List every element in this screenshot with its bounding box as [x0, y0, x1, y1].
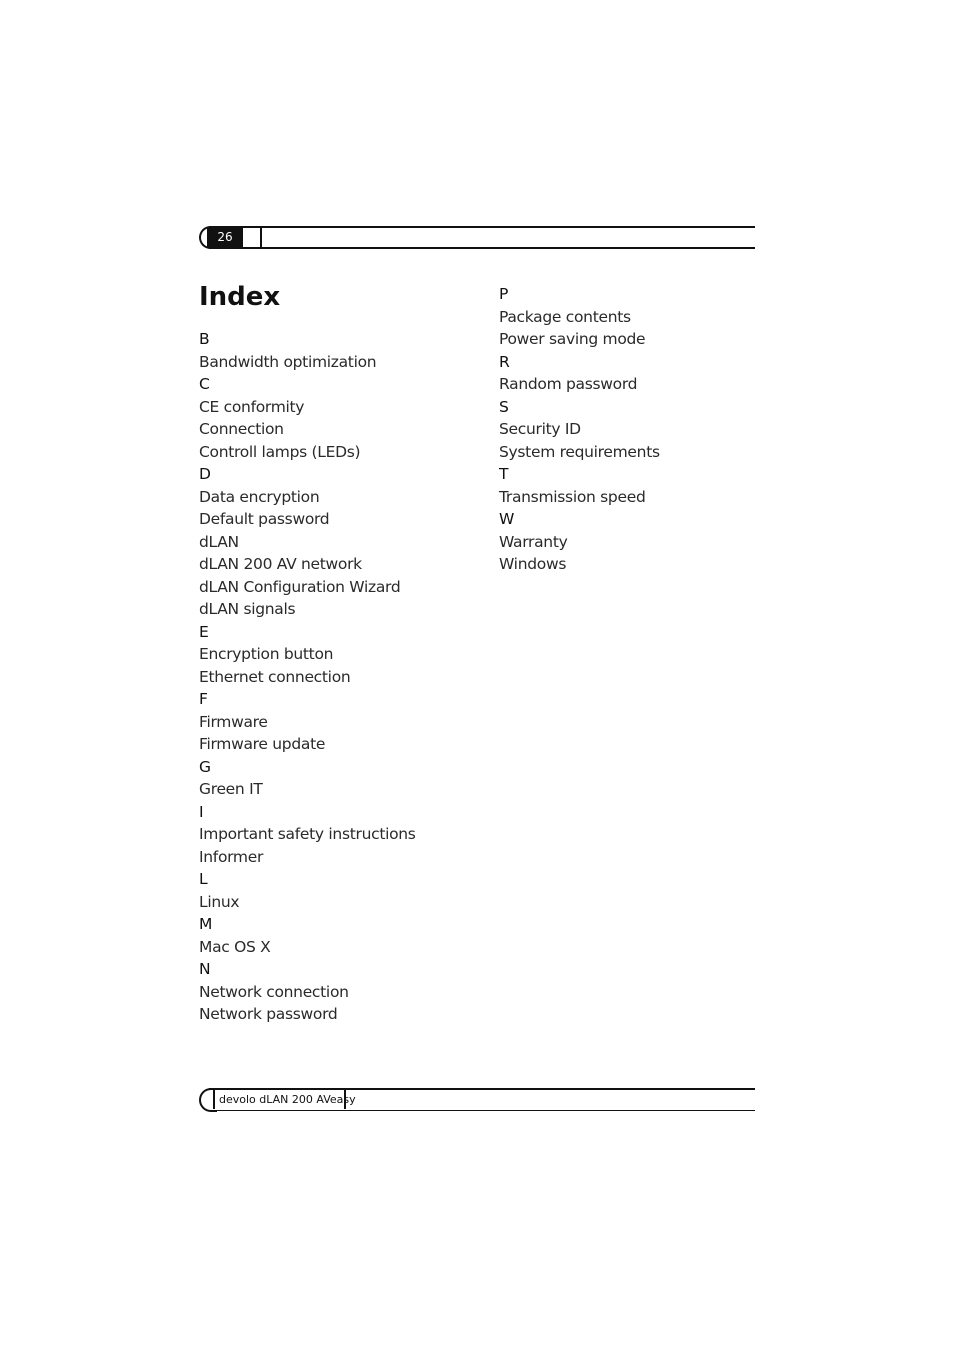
index-entry: Connection	[199, 420, 284, 438]
index-entry: Power saving mode	[499, 330, 646, 348]
index-entry: Encryption button	[199, 645, 334, 663]
index-entry: Network connection	[199, 982, 349, 1001]
index-entry: Bandwidth optimization	[199, 352, 377, 371]
header-rule-bottom	[209, 247, 755, 249]
footer-divider-right	[344, 1090, 346, 1109]
index-section-letter: L	[199, 870, 208, 888]
index-section-letter: R	[499, 352, 510, 371]
index-section-letter: P	[499, 285, 509, 303]
page-footer	[199, 1088, 755, 1111]
index-entry: CE conformity	[199, 397, 305, 416]
index-section-letter: W	[499, 510, 515, 528]
index-section-letter: N	[199, 960, 211, 978]
index-section-letter: T	[499, 465, 509, 483]
index-entry: Network password	[199, 1005, 338, 1023]
page-title: Index	[199, 282, 281, 312]
index-section-letter: C	[199, 375, 210, 393]
index-entry: Linux	[199, 892, 240, 911]
header-rule-top	[209, 226, 755, 228]
index-entry: Security ID	[499, 420, 581, 438]
index-section-letter: E	[199, 622, 209, 641]
index-entry: Important safety instructions	[199, 825, 416, 843]
index-entry: Warranty	[499, 532, 568, 551]
index-entry: Green IT	[199, 780, 263, 798]
index-entry: Transmission speed	[499, 487, 646, 506]
index-section-letter: M	[199, 915, 213, 933]
index-entry: dLAN	[199, 532, 239, 551]
index-entry: Random password	[499, 375, 638, 393]
footer-divider-left	[213, 1090, 215, 1109]
footer-rule-bottom	[209, 1110, 755, 1111]
header-divider	[260, 228, 262, 247]
index-section-letter: F	[199, 690, 208, 708]
index-entry: Mac OS X	[199, 937, 271, 956]
product-name: devolo dLAN 200 AVeasy	[219, 1093, 356, 1106]
page-number: 26	[207, 228, 243, 247]
page-header	[199, 226, 755, 249]
index-entry: Firmware	[199, 712, 268, 731]
index-column-left	[199, 328, 479, 1026]
index-entry: dLAN signals	[199, 600, 296, 618]
index-section-letter: S	[499, 397, 509, 416]
index-entry: dLAN Configuration Wizard	[199, 577, 401, 596]
index-section-letter: G	[199, 757, 211, 776]
index-section-letter: B	[199, 330, 210, 348]
index-entry: System requirements	[499, 442, 660, 461]
index-entry: Firmware update	[199, 735, 326, 753]
index-entry: Controll lamps (LEDs)	[199, 442, 361, 461]
index-entry: Default password	[199, 510, 330, 528]
index-section-letter: I	[199, 802, 204, 821]
index-column-right	[499, 283, 759, 576]
index-entry: Data encryption	[199, 487, 320, 506]
index-entry: Windows	[499, 555, 567, 573]
index-section-letter: D	[199, 465, 211, 483]
index-entry: Informer	[199, 847, 264, 866]
index-entry: Package contents	[499, 307, 631, 326]
index-entry: Ethernet connection	[199, 667, 351, 686]
index-entry: dLAN 200 AV network	[199, 555, 362, 573]
